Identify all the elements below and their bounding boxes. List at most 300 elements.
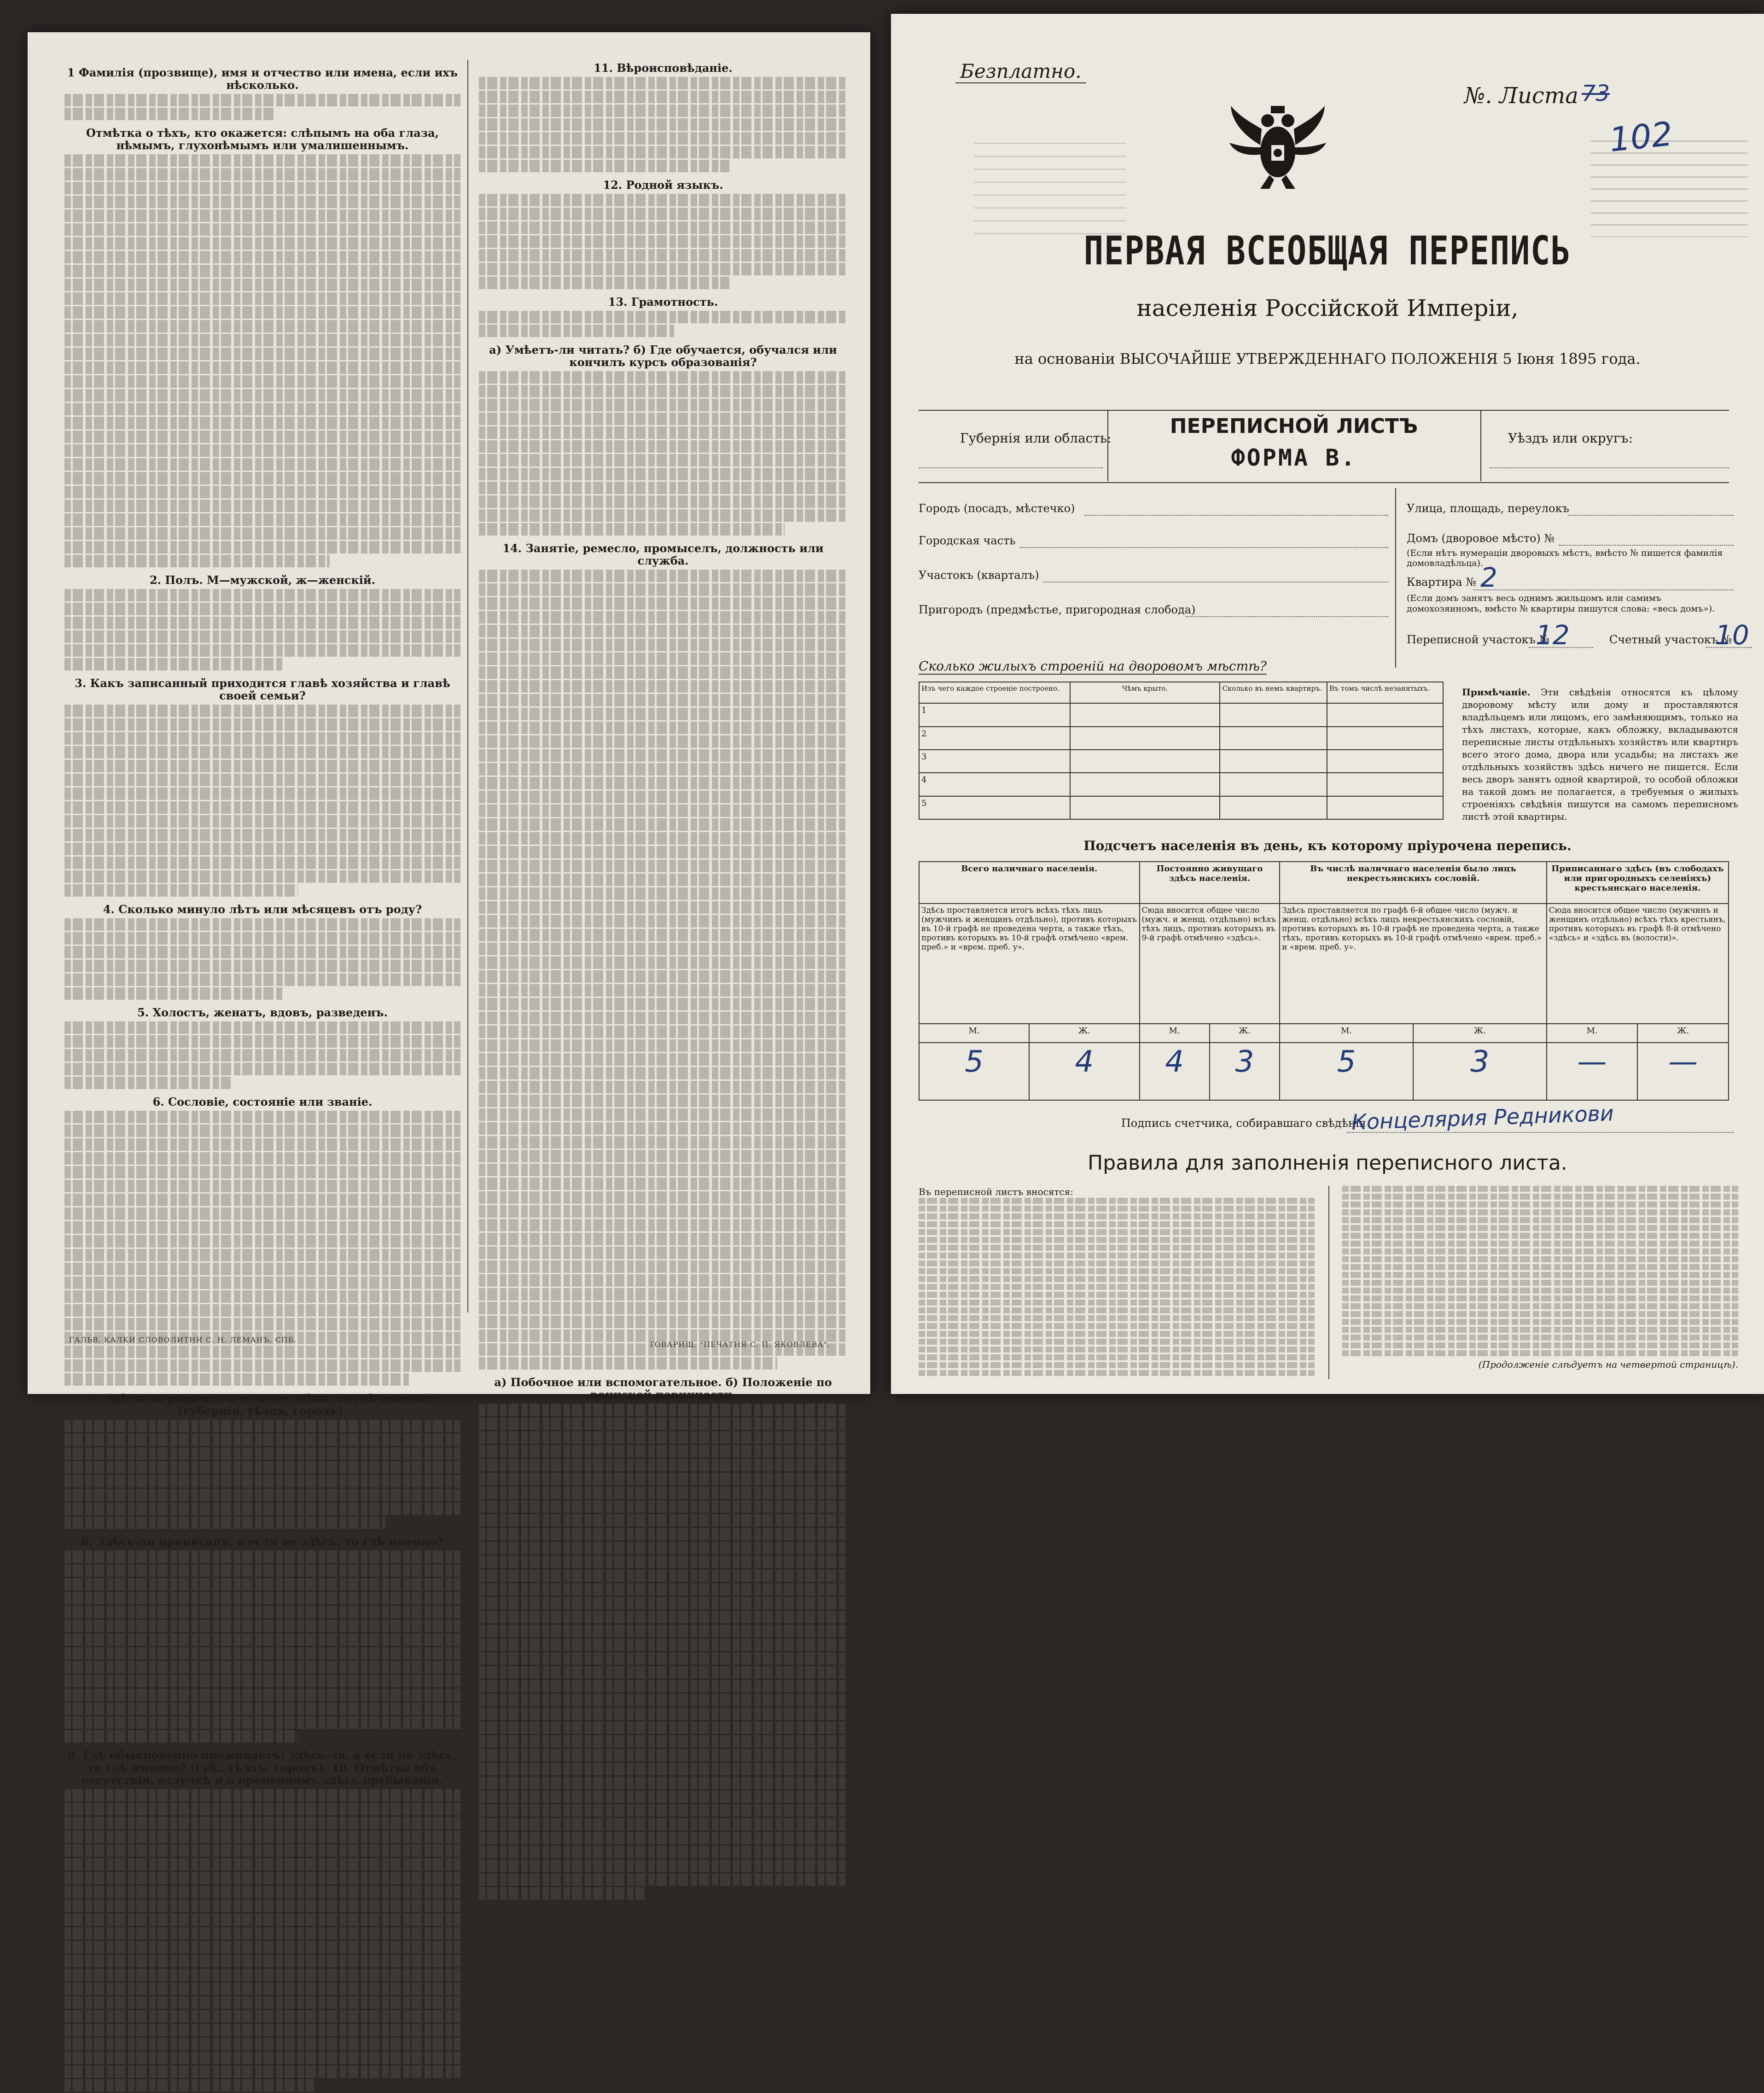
buildings-cell (1220, 796, 1327, 819)
small-print-line (64, 932, 460, 944)
small-print-line (64, 458, 460, 471)
small-print-line (479, 763, 847, 775)
city-field (1084, 515, 1388, 516)
census-district-field (1529, 647, 1593, 648)
small-print-line (64, 1675, 460, 1687)
small-print-line (64, 2052, 460, 2064)
small-print-line (64, 1578, 460, 1591)
count-value-peasant-f: — (1637, 1043, 1729, 1100)
apartment-label: Квартира № (1407, 576, 1477, 589)
small-print-line (64, 1702, 460, 1715)
count-sub-f: Ж. (1637, 1024, 1729, 1043)
small-print-line (64, 1290, 460, 1303)
imperial-eagle-icon (1227, 101, 1328, 193)
column-divider (467, 60, 468, 1312)
small-print-line (64, 658, 282, 670)
small-print-line (479, 722, 847, 734)
small-print-line (479, 1556, 847, 1568)
small-print-line (64, 348, 460, 360)
rules-print-line (919, 1354, 1315, 1360)
small-print-line (479, 509, 847, 522)
small-print-line (64, 732, 460, 745)
count-value-non-peasant-f: 3 (1413, 1043, 1547, 1100)
small-print-line (64, 857, 460, 869)
rules-print-line (1342, 1201, 1738, 1207)
right-page (891, 14, 1764, 1394)
small-print-line (64, 1716, 460, 1729)
small-print-line (479, 1459, 847, 1471)
count-header-present: Всего наличнаго населенія. (919, 862, 1140, 904)
small-print-line (64, 1180, 460, 1192)
rules-print-line (1342, 1217, 1738, 1223)
buildings-cell (1327, 703, 1443, 726)
census-subtitle: населенія Россійской Имперіи, (1136, 295, 1519, 321)
small-print-line (479, 482, 847, 494)
small-print-line (479, 1026, 847, 1038)
small-print-line (64, 182, 460, 194)
small-print-line (64, 843, 460, 855)
small-print-line (64, 1346, 460, 1358)
section-heading: 7. Здѣсь-ли родился, а если не здѣсь, то гдѣ именно? (губернія, уѣздъ, городъ). (90, 1392, 435, 1417)
street-label: Улица, площадь, переулокъ (1407, 502, 1569, 515)
rules-print-line (919, 1221, 1315, 1227)
small-print-line (64, 1063, 460, 1075)
buildings-header-vacant: Въ томъ числѣ незанятыхъ. (1327, 682, 1443, 703)
rules-print-line (919, 1237, 1315, 1243)
count-sub-f: Ж. (1413, 1024, 1547, 1043)
free-label: Безплатно. (955, 60, 1086, 83)
section-heading: а) Побочное или вспомогательное. б) Положеніе по воинской повинности. (494, 1376, 832, 1401)
small-print-line (479, 222, 847, 234)
small-print-line (64, 375, 460, 388)
small-print-line (64, 1207, 460, 1220)
rules-print-line (919, 1268, 1315, 1274)
small-print-line (64, 2024, 460, 2036)
count-district-label: Счетный участокъ № (1609, 633, 1732, 646)
rules-print-line (919, 1229, 1315, 1235)
small-print-line (479, 1445, 847, 1458)
rules-print-line (919, 1307, 1315, 1313)
small-print-line (64, 1803, 460, 1815)
small-print-line (64, 1606, 460, 1618)
buildings-header-material: Изъ чего каждое строеніе построено. (919, 682, 1070, 703)
small-print-line (64, 292, 460, 305)
buildings-cell (1070, 750, 1220, 773)
small-print-line (64, 251, 460, 263)
small-print-line (479, 791, 847, 803)
small-print-line (64, 1503, 460, 1515)
population-count-table (919, 861, 1729, 1101)
city-part-label: Городская часть (919, 534, 1016, 547)
rules-print-line (919, 1370, 1315, 1376)
small-print-line (64, 1447, 460, 1460)
small-print-line (64, 1359, 460, 1372)
section-heading: 13. Грамотность. (608, 295, 718, 309)
small-print-line (479, 694, 847, 706)
section-heading: а) Умѣетъ-ли читать? б) Где обучается, обучался или кончилъ курсъ образованія? (489, 343, 837, 369)
small-print-line (64, 1886, 460, 1898)
section-heading: 9. Гдѣ обыкновенно проживаетъ: здѣсь-ли, а если не здѣсь, то гдѣ именно? (губ., уѣздъ, городъ). 10. Отмѣтка объ отсутствіи, отлучкѣ и о временномъ здѣсь пребываніи. (68, 1749, 457, 1787)
section-heading: 12. Родной языкъ. (603, 178, 723, 192)
rules-text-2 (1342, 1186, 1738, 1356)
small-print-line (64, 223, 460, 236)
buildings-cell (1220, 750, 1327, 773)
small-print-line (479, 1122, 847, 1135)
small-print-line (64, 1277, 460, 1289)
rules-print-line (1342, 1327, 1738, 1333)
count-value-present-m: 5 (919, 1043, 1029, 1100)
small-print-line (64, 918, 460, 931)
rules-print-line (1342, 1272, 1738, 1278)
small-print-line (479, 1721, 847, 1734)
small-print-line (64, 2038, 460, 2050)
small-print-line (479, 943, 847, 955)
small-print-line (479, 413, 847, 425)
small-print-line (479, 1818, 847, 1831)
small-print-line (64, 644, 460, 657)
count-value-permanent-m: 4 (1140, 1043, 1210, 1100)
small-print-line (64, 486, 460, 498)
buildings-cell (1327, 727, 1443, 750)
count-value-peasant-m: — (1547, 1043, 1638, 1100)
small-print-line (64, 1516, 385, 1529)
small-print-line (64, 974, 460, 986)
rules-lead: Въ переписной листъ вносятся: (919, 1186, 1073, 1197)
rules-print-line (919, 1323, 1315, 1329)
small-print-line (479, 929, 847, 941)
small-print-line (64, 815, 460, 828)
small-print-line (479, 1569, 847, 1582)
rules-text-1 (919, 1198, 1315, 1376)
buildings-row-num: 1 (919, 703, 1070, 726)
small-print-line (64, 500, 460, 512)
small-print-line (479, 1583, 847, 1596)
count-district-value: 10 (1715, 619, 1749, 651)
rules-print-line (1342, 1342, 1738, 1348)
small-print-line (479, 625, 847, 637)
small-print-line (479, 1846, 847, 1858)
small-print-line (479, 874, 847, 886)
form-letter: ФОРМА В. (1231, 444, 1357, 471)
section-heading: 3. Какъ записанный приходится главѣ хозяйства и главѣ своей семьи? (75, 676, 450, 702)
small-print-line (479, 1638, 847, 1651)
note-text: Эти свѣдѣнія относятся къ цѣлому дворовому мѣсту или дому и проставляются владѣльцемъ или лицомъ, его замѣняющимъ, только на тѣхъ листахъ, которые, какъ обложку, вкладываются переписные листы отдѣльныхъ хозяйствъ или квартиръ всего этого дома, двора или усадьбы; на листахъ же отдѣльныхъ хозяйствъ здѣсь ничего не пишется. Если весь дворъ занятъ одной квартирой, то особой обложки на такой домъ не полагается, а требуемыя о жилыхъ строеніяхъ свѣдѣнія пишутся на самомъ переписномъ листѣ этой квартиры. (1462, 687, 1738, 822)
small-print-line (479, 1625, 847, 1637)
count-sub-f: Ж. (1210, 1024, 1280, 1043)
small-print-line (479, 1178, 847, 1190)
continued-note: (Продолженіе слѣдуетъ на четвертой страницѣ). (1478, 1359, 1738, 1370)
legal-basis: на основаніи ВЫСОЧАЙШЕ УТВЕРЖДЕННАГО ПОЛОЖЕНІЯ 5 Іюня 1895 года. (1014, 350, 1641, 367)
small-print-line (479, 249, 847, 262)
section-heading: 8. Здѣсь-ли приписанъ, а если не здѣсь, то гдѣ именно? (81, 1535, 444, 1548)
form-header-divider-right (1480, 410, 1481, 481)
small-print-line (64, 1021, 460, 1034)
buildings-header-roof: Чѣмъ крыто. (1070, 682, 1220, 703)
small-print-line (479, 708, 847, 720)
small-print-line (64, 630, 460, 643)
small-print-line (64, 589, 460, 601)
signature-label: Подпись счетчика, собиравшаго свѣдѣнія (1121, 1117, 1366, 1130)
rules-print-line (1342, 1311, 1738, 1317)
apartment-note: (Если домъ занятъ весь однимъ жильцомъ или самимъ домохозяиномъ, вмѣсто № квартиры пишутся слова: «весь домъ»). (1407, 593, 1715, 614)
rules-print-line (919, 1292, 1315, 1298)
small-print-line (479, 749, 847, 762)
small-print-line (479, 468, 847, 480)
rules-print-line (1342, 1319, 1738, 1325)
rules-print-line (919, 1245, 1315, 1251)
small-print-line (479, 1095, 847, 1107)
small-print-line (479, 1666, 847, 1679)
small-print-line (64, 884, 298, 897)
small-print-line (479, 77, 847, 89)
buildings-question: Сколько жилыхъ строеній на дворовомъ мѣстѣ? (919, 659, 1267, 674)
small-print-line (64, 1927, 460, 1940)
small-print-line (64, 705, 460, 717)
rules-print-line (919, 1331, 1315, 1337)
rules-print-line (919, 1284, 1315, 1290)
small-print-line (64, 1304, 460, 1317)
small-print-line (479, 956, 847, 969)
small-print-line (479, 1763, 847, 1775)
census-district-label: Переписной участокъ № (1407, 633, 1550, 646)
small-print-line (479, 777, 847, 789)
rules-title: Правила для заполненія переписного листа. (1088, 1151, 1567, 1175)
printer-footer-right: ТОВАРИЩ. "ПЕЧАТНЯ С. П. ЯКОВЛЕВА". (649, 1340, 830, 1349)
small-print-line (64, 1730, 298, 1743)
small-print-line (64, 1872, 460, 1884)
small-print-line (64, 1475, 460, 1487)
small-print-line (479, 1832, 847, 1844)
street-field (1568, 515, 1734, 516)
count-sub-m: М. (1140, 1024, 1210, 1043)
small-print-line (479, 915, 847, 927)
small-print-line (64, 1689, 460, 1701)
small-print-line (479, 91, 847, 103)
small-print-line (64, 320, 460, 332)
small-print-line (479, 818, 847, 831)
small-print-line (479, 1108, 847, 1121)
rules-print-line (919, 1339, 1315, 1345)
small-print-line (64, 444, 460, 457)
small-print-line (479, 1652, 847, 1665)
small-print-line (64, 196, 460, 208)
precinct-label: Участокъ (кварталъ) (919, 569, 1039, 582)
small-print-line (64, 870, 460, 883)
small-print-line (64, 829, 460, 841)
small-print-line (64, 1982, 460, 1995)
small-print-line (64, 1077, 231, 1089)
district-field (1490, 467, 1729, 468)
small-print-line (479, 1514, 847, 1527)
small-print-line (479, 597, 847, 610)
apartment-field (1473, 589, 1734, 590)
section-heading: 14. Занятіе, ремесло, промыселъ, должность или служба. (502, 542, 824, 567)
count-sub-f: Ж. (1029, 1024, 1139, 1043)
left-page (28, 32, 870, 1787)
rules-print-line (1342, 1350, 1738, 1356)
small-print-line (479, 277, 729, 289)
apartment-value: 2 (1480, 562, 1497, 593)
small-print-line (64, 1592, 460, 1604)
small-print-line (479, 984, 847, 997)
small-print-line (64, 389, 460, 402)
small-print-line (479, 371, 847, 384)
small-print-line (64, 1551, 460, 1563)
small-print-line (479, 832, 847, 845)
note-title: Примѣчаніе. (1462, 687, 1531, 698)
small-print-line (64, 603, 460, 615)
small-print-line (479, 1487, 847, 1499)
small-print-line (64, 1489, 460, 1501)
small-print-line (64, 1318, 460, 1330)
small-print-line (64, 431, 460, 443)
small-print-line (479, 1288, 847, 1300)
house-label: Домъ (дворовое мѣсто) № (1407, 532, 1555, 545)
small-print-line (64, 718, 460, 731)
small-print-line (64, 1661, 460, 1673)
small-print-line (479, 385, 847, 397)
small-print-line (479, 1777, 847, 1789)
buildings-cell (1220, 703, 1327, 726)
count-header-non-peasant: Въ числѣ наличнаго населенія было лицъ некрестьянскихъ сословій. (1280, 862, 1547, 904)
small-print-line (64, 265, 460, 277)
count-title: Подсчетъ населенія въ день, къ которому пріурочена перепись. (1083, 838, 1572, 853)
small-print-line (64, 417, 460, 429)
small-print-line (479, 194, 847, 206)
small-print-line (64, 760, 460, 772)
count-header-peasant: Приписаннаго здѣсь (въ слободахъ или пригородныхъ селеніяхъ) крестьянскаго населенія. (1547, 862, 1729, 904)
buildings-row-num: 5 (919, 796, 1070, 819)
small-print-line (479, 970, 847, 983)
count-value-permanent-f: 3 (1210, 1043, 1280, 1100)
rules-print-line (1342, 1194, 1738, 1200)
small-print-line (64, 513, 460, 526)
small-print-line (479, 1473, 847, 1485)
signature-field (1347, 1132, 1734, 1133)
small-print-line (64, 1996, 460, 2009)
small-print-line (64, 306, 460, 319)
province-label: Губернія или область: (960, 431, 1112, 446)
rules-print-line (919, 1198, 1315, 1204)
small-print-line (479, 523, 785, 536)
count-district-field (1706, 647, 1752, 648)
small-print-line (479, 426, 847, 439)
precinct-field (1043, 582, 1388, 583)
small-print-line (64, 472, 460, 484)
small-print-line (64, 774, 460, 786)
small-print-line (64, 1194, 460, 1206)
buildings-row-num: 3 (919, 750, 1070, 773)
small-print-line (479, 1680, 847, 1692)
small-print-line (64, 960, 460, 972)
rules-print-line (1342, 1288, 1738, 1294)
rules-print-line (1342, 1303, 1738, 1309)
count-desc-peasant: Сюда вносится общее число (мужчинъ и женщинъ отдѣльно) всѣхъ тѣхъ крестьянъ, противъ которыхъ въ графѣ 8-й отмѣчено «здѣсь» и «здѣсь въ (волости)». (1547, 904, 1729, 1024)
house-note: (Если нѣтъ нумераціи дворовыхъ мѣстъ, вмѣсто № пишется фамилія домовладѣльца). (1407, 548, 1723, 568)
rules-print-line (1342, 1186, 1738, 1192)
count-sub-m: М. (1280, 1024, 1413, 1043)
small-print-line (479, 1357, 777, 1370)
small-print-line (479, 399, 847, 411)
small-print-line (479, 1790, 847, 1803)
rules-print-line (919, 1276, 1315, 1282)
buildings-row-num: 4 (919, 773, 1070, 796)
counter-signature: Концелярия Редникови (1351, 1101, 1614, 1135)
rules-print-line (919, 1253, 1315, 1259)
small-print-line (64, 1235, 460, 1248)
small-print-line (479, 1611, 847, 1623)
city-label: Городъ (посадъ, мѣстечко) (919, 502, 1075, 515)
rules-column-1 (919, 1186, 1315, 1378)
small-print-line (479, 653, 847, 665)
rules-print-line (1342, 1225, 1738, 1231)
small-print-line (64, 1817, 460, 1829)
small-print-line (479, 1500, 847, 1513)
section-heading: 5. Холостъ, женатъ, вдовъ, разведенъ. (137, 1006, 388, 1019)
census-district-value: 12 (1536, 619, 1570, 651)
small-print-line (479, 118, 847, 131)
small-print-line (479, 1431, 847, 1444)
small-print-line (479, 860, 847, 872)
buildings-row-num: 2 (919, 727, 1070, 750)
small-print-line (64, 1125, 460, 1137)
rules-print-line (919, 1206, 1315, 1212)
count-header-permanent: Постоянно живущаго здѣсь населенія. (1140, 862, 1280, 904)
buildings-header-apartments: Сколько въ немъ квартиръ. (1220, 682, 1327, 703)
buildings-cell (1220, 727, 1327, 750)
rules-print-line (919, 1362, 1315, 1368)
buildings-cell (1070, 773, 1220, 796)
note-block (1462, 686, 1738, 823)
small-print-line (64, 361, 460, 374)
small-print-line (64, 1831, 460, 1843)
small-print-line (64, 168, 460, 181)
buildings-cell (1070, 703, 1220, 726)
rules-print-line (919, 1347, 1315, 1353)
small-print-line (64, 1152, 460, 1165)
small-print-line (479, 998, 847, 1010)
small-print-line (479, 1136, 847, 1149)
small-print-line (64, 210, 460, 222)
small-print-line (64, 617, 460, 629)
small-print-line (64, 2010, 460, 2023)
small-print-line (64, 787, 460, 800)
small-print-line (479, 311, 847, 323)
small-print-line (479, 1302, 847, 1314)
small-print-line (64, 1789, 460, 1801)
sheet-number-crossed: 73 (1582, 81, 1610, 106)
district-label: Уѣздъ или округъ: (1508, 431, 1633, 446)
small-print-line (64, 279, 460, 291)
sheet-number: 102 (1607, 114, 1675, 159)
rules-print-line (1342, 1209, 1738, 1215)
small-print-line (64, 1249, 460, 1261)
count-value-non-peasant-m: 5 (1280, 1043, 1413, 1100)
small-print-line (64, 237, 460, 250)
small-print-line (64, 1633, 460, 1646)
small-print-line (479, 1274, 847, 1287)
small-print-line (479, 496, 847, 508)
buildings-cell (1327, 796, 1443, 819)
count-desc-permanent: Сюда вносится общее число (мужч. и женщ. отдѣльно) всѣхъ тѣхъ лицъ, противъ которыхъ въ 9-й графѣ отмѣчено «здѣсь». (1140, 904, 1280, 1024)
bleed-through-text (1591, 140, 1747, 237)
small-print-line (479, 235, 847, 248)
buildings-cell (1327, 750, 1443, 773)
small-print-line (64, 1913, 460, 1926)
small-print-line (64, 946, 460, 958)
small-print-line (479, 1804, 847, 1817)
rules-print-line (1342, 1295, 1738, 1301)
